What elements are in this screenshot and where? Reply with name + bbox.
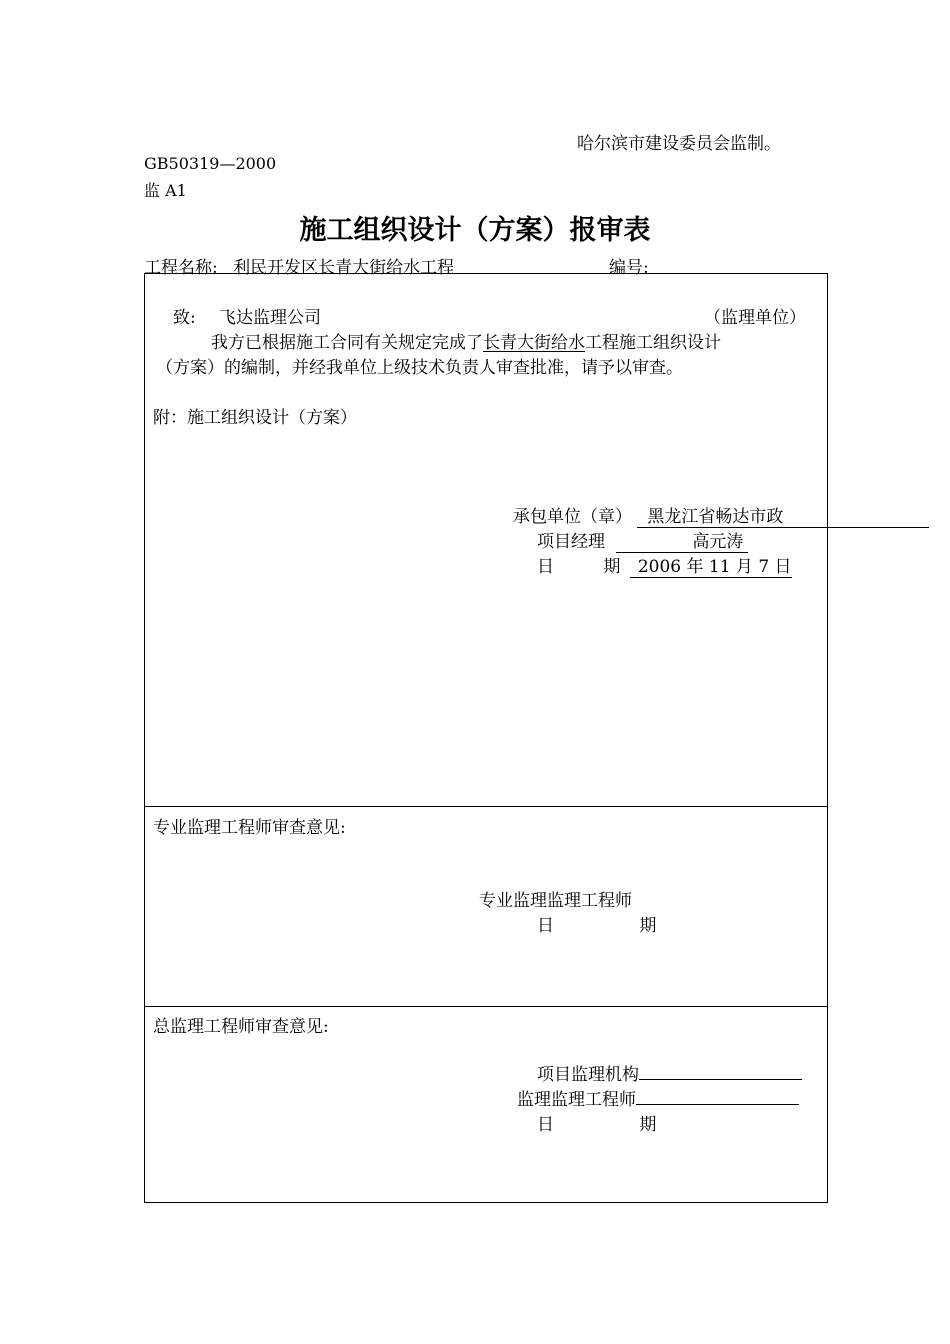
standard-code: GB50319—2000 [144,154,277,173]
chief-review-heading: 总监理工程师审查意见: [153,1017,329,1037]
body-line-1-pre: 我方已根据施工合同有关规定完成了 [211,333,483,353]
project-name-value: 利民开发区长青大街给水工程 [233,258,455,278]
supervision-org-label: 项目监理机构 [537,1065,639,1085]
specialist-date-row [537,911,656,936]
project-name-label: 工程名称: [144,258,218,278]
body-line-1 [211,328,721,353]
date-label-char-2: 期 [603,557,621,577]
date-label-char-1: 日 [537,1115,554,1135]
date-label-char-2: 期 [639,916,657,936]
contractor-value: 黑龙江省畅达市政 [637,502,929,528]
project-number-label: 编号: [609,258,649,278]
page-title: 施工组织设计（方案）报审表 [299,215,651,246]
supervision-org-line [639,1062,802,1080]
form-code: 监 A1 [144,181,187,200]
date-label-char-1: 日 [537,557,554,577]
contractor-label: 承包单位（章） [513,507,632,527]
recipient-suffix: （监理单位） [704,308,806,328]
recipient-value: 飞达监理公司 [219,308,321,328]
date-label-char-1: 日 [537,916,554,936]
chief-engineer-row [517,1085,799,1110]
body-line-2: （方案）的编制，并经我单位上级技术负责人审查批准，请予以审查。 [156,358,683,378]
submission-date-row [537,552,792,578]
submission-date-value: 2006 年 11 月 7 日 [630,552,792,578]
body-line-1-post: 工程施工组织设计 [585,333,721,353]
supervision-org-row [537,1060,802,1085]
contractor-row [513,502,929,528]
manager-row [537,527,748,553]
chief-date-row [537,1110,656,1135]
recipient-label: 致: [173,308,196,328]
issuer-text: 哈尔滨市建设委员会监制。 [577,134,781,154]
body-project-name: 长青大街给水 [483,333,585,353]
specialist-sign-label: 专业监理监理工程师 [479,891,632,911]
attachment-text: 附：施工组织设计（方案） [153,408,357,428]
date-label-char-2: 期 [639,1115,657,1135]
chief-engineer-line [636,1087,799,1105]
manager-value: 高元涛 [616,527,748,553]
chief-engineer-label: 监理监理工程师 [517,1090,636,1110]
specialist-review-heading: 专业监理工程师审查意见: [153,818,346,838]
manager-label: 项目经理 [537,532,605,552]
